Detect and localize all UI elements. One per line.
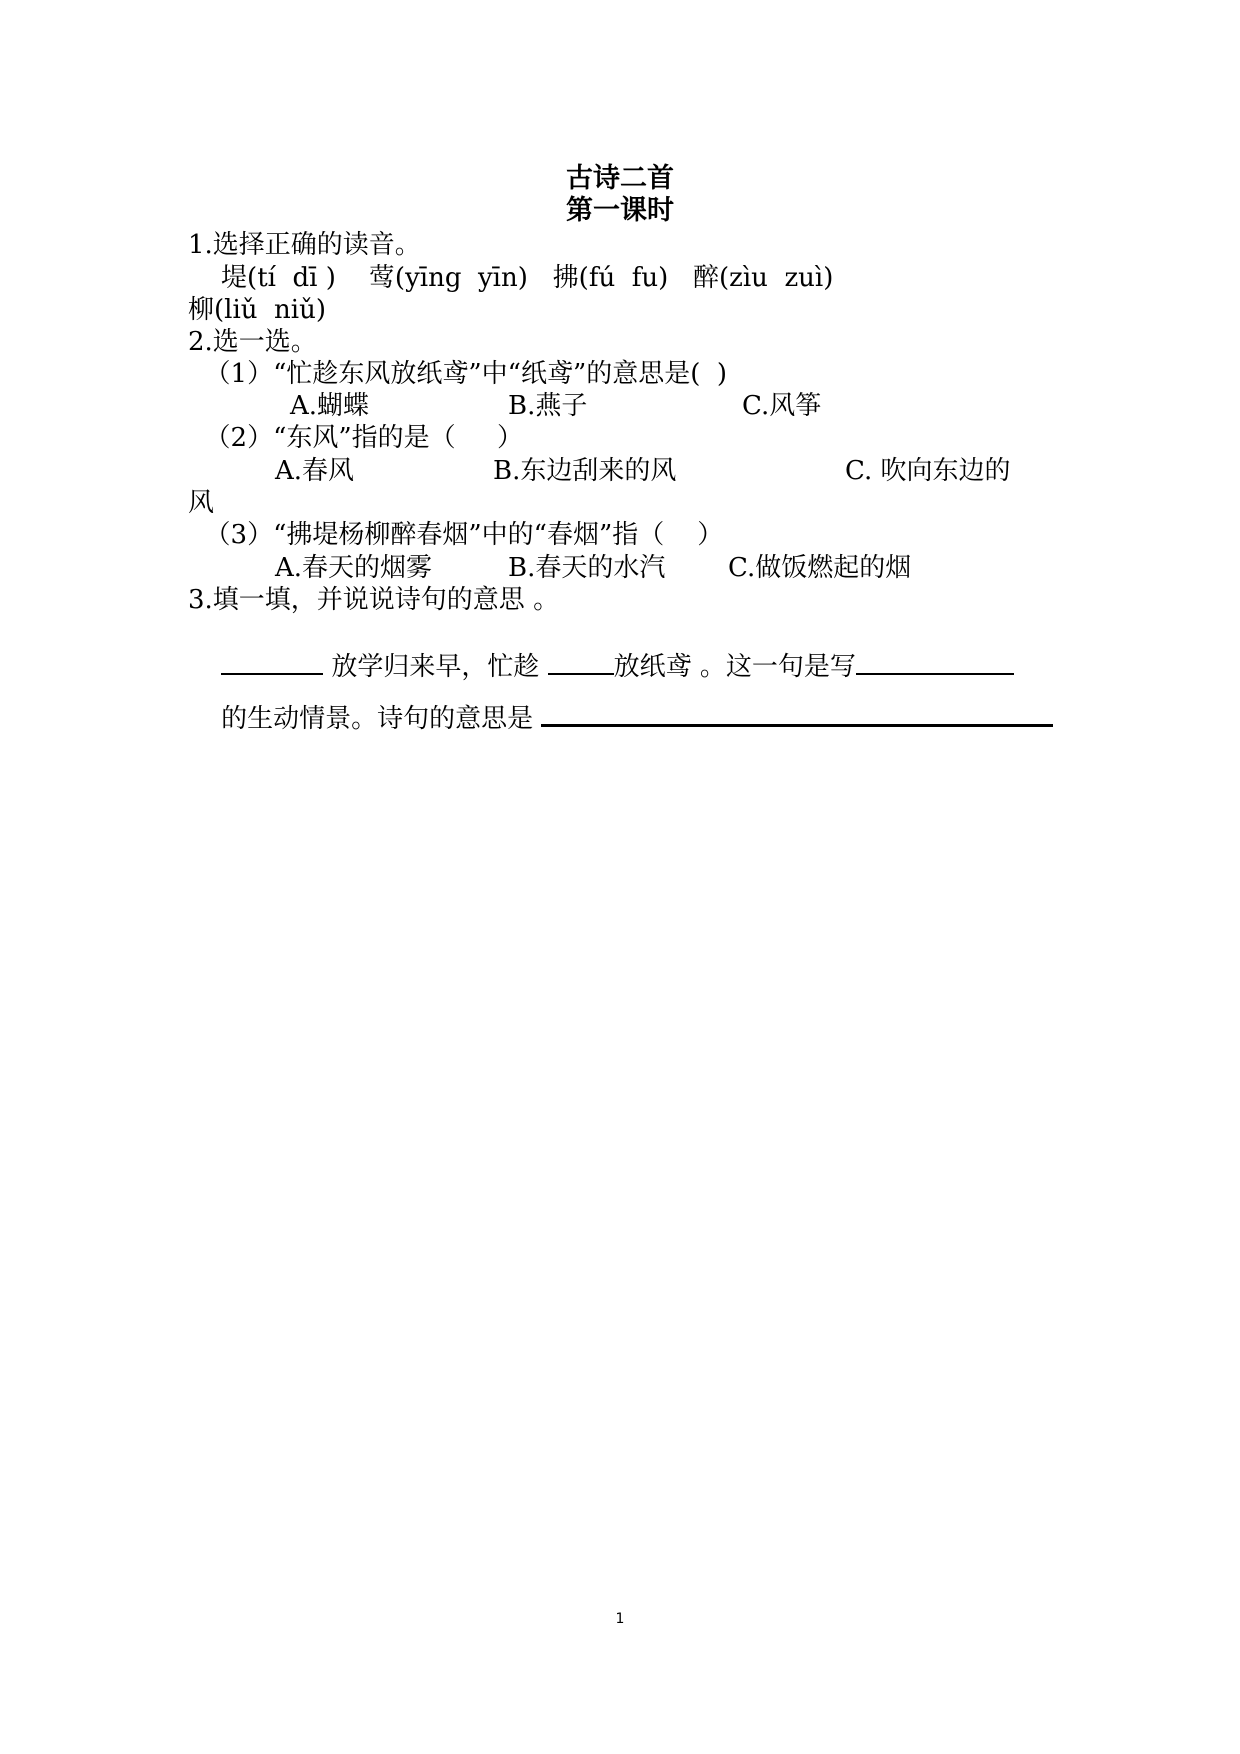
q1-pinyin-line-2: 柳(liǔ niǔ) <box>188 295 326 325</box>
q2-sub2-option-c-wrap: 风 <box>188 488 215 518</box>
page-title: 古诗二首 <box>566 163 674 194</box>
q2-sub3-option-c: C.做饭燃起的烟 <box>728 553 912 583</box>
q2-heading: 2.选一选。 <box>188 327 317 357</box>
q3-heading: 3.填一填，并说说诗句的意思 。 <box>188 585 560 615</box>
page-number: 1 <box>615 1611 625 1627</box>
q2-sub2-option-c: C. 吹向东边的 <box>845 456 1011 486</box>
q3-line1-text-b: 放纸鸢 。这一句是写 <box>613 652 856 682</box>
q2-sub3-option-b: B.春天的水汽 <box>508 553 666 583</box>
q2-sub2-question: （2）“东风”指的是（ ） <box>188 423 523 453</box>
q3-line1-text-a: 放学归来早，忙趁 <box>323 652 548 682</box>
q2-sub1-question: （1）“忙趁东风放纸鸢”中“纸鸢”的意思是( ) <box>188 359 728 389</box>
q2-sub1-option-a: A.蝴蝶 <box>290 391 370 421</box>
q1-pinyin-line-1: 堤(tí dī ) 莺(yīng yīn) 拂(fú fu) 醉(zìu zuì) <box>188 263 834 293</box>
fill-blank-4[interactable] <box>541 700 1053 727</box>
q2-sub2-option-a: A.春风 <box>275 456 355 486</box>
q2-sub1-option-c: C.风筝 <box>742 391 822 421</box>
q1-heading: 1.选择正确的读音。 <box>188 230 421 260</box>
q2-sub3-question: （3）“拂堤杨柳醉春烟”中的“春烟”指（ ） <box>188 520 724 550</box>
q3-fill-line-2 <box>188 668 1053 767</box>
q2-sub1-option-b: B.燕子 <box>508 391 588 421</box>
q2-sub2-option-b: B.东边刮来的风 <box>493 456 677 486</box>
q2-sub3-option-a: A.春天的烟雾 <box>275 553 433 583</box>
page-subtitle: 第一课时 <box>566 195 674 226</box>
q3-line2-text: 的生动情景。诗句的意思是 <box>221 704 542 734</box>
